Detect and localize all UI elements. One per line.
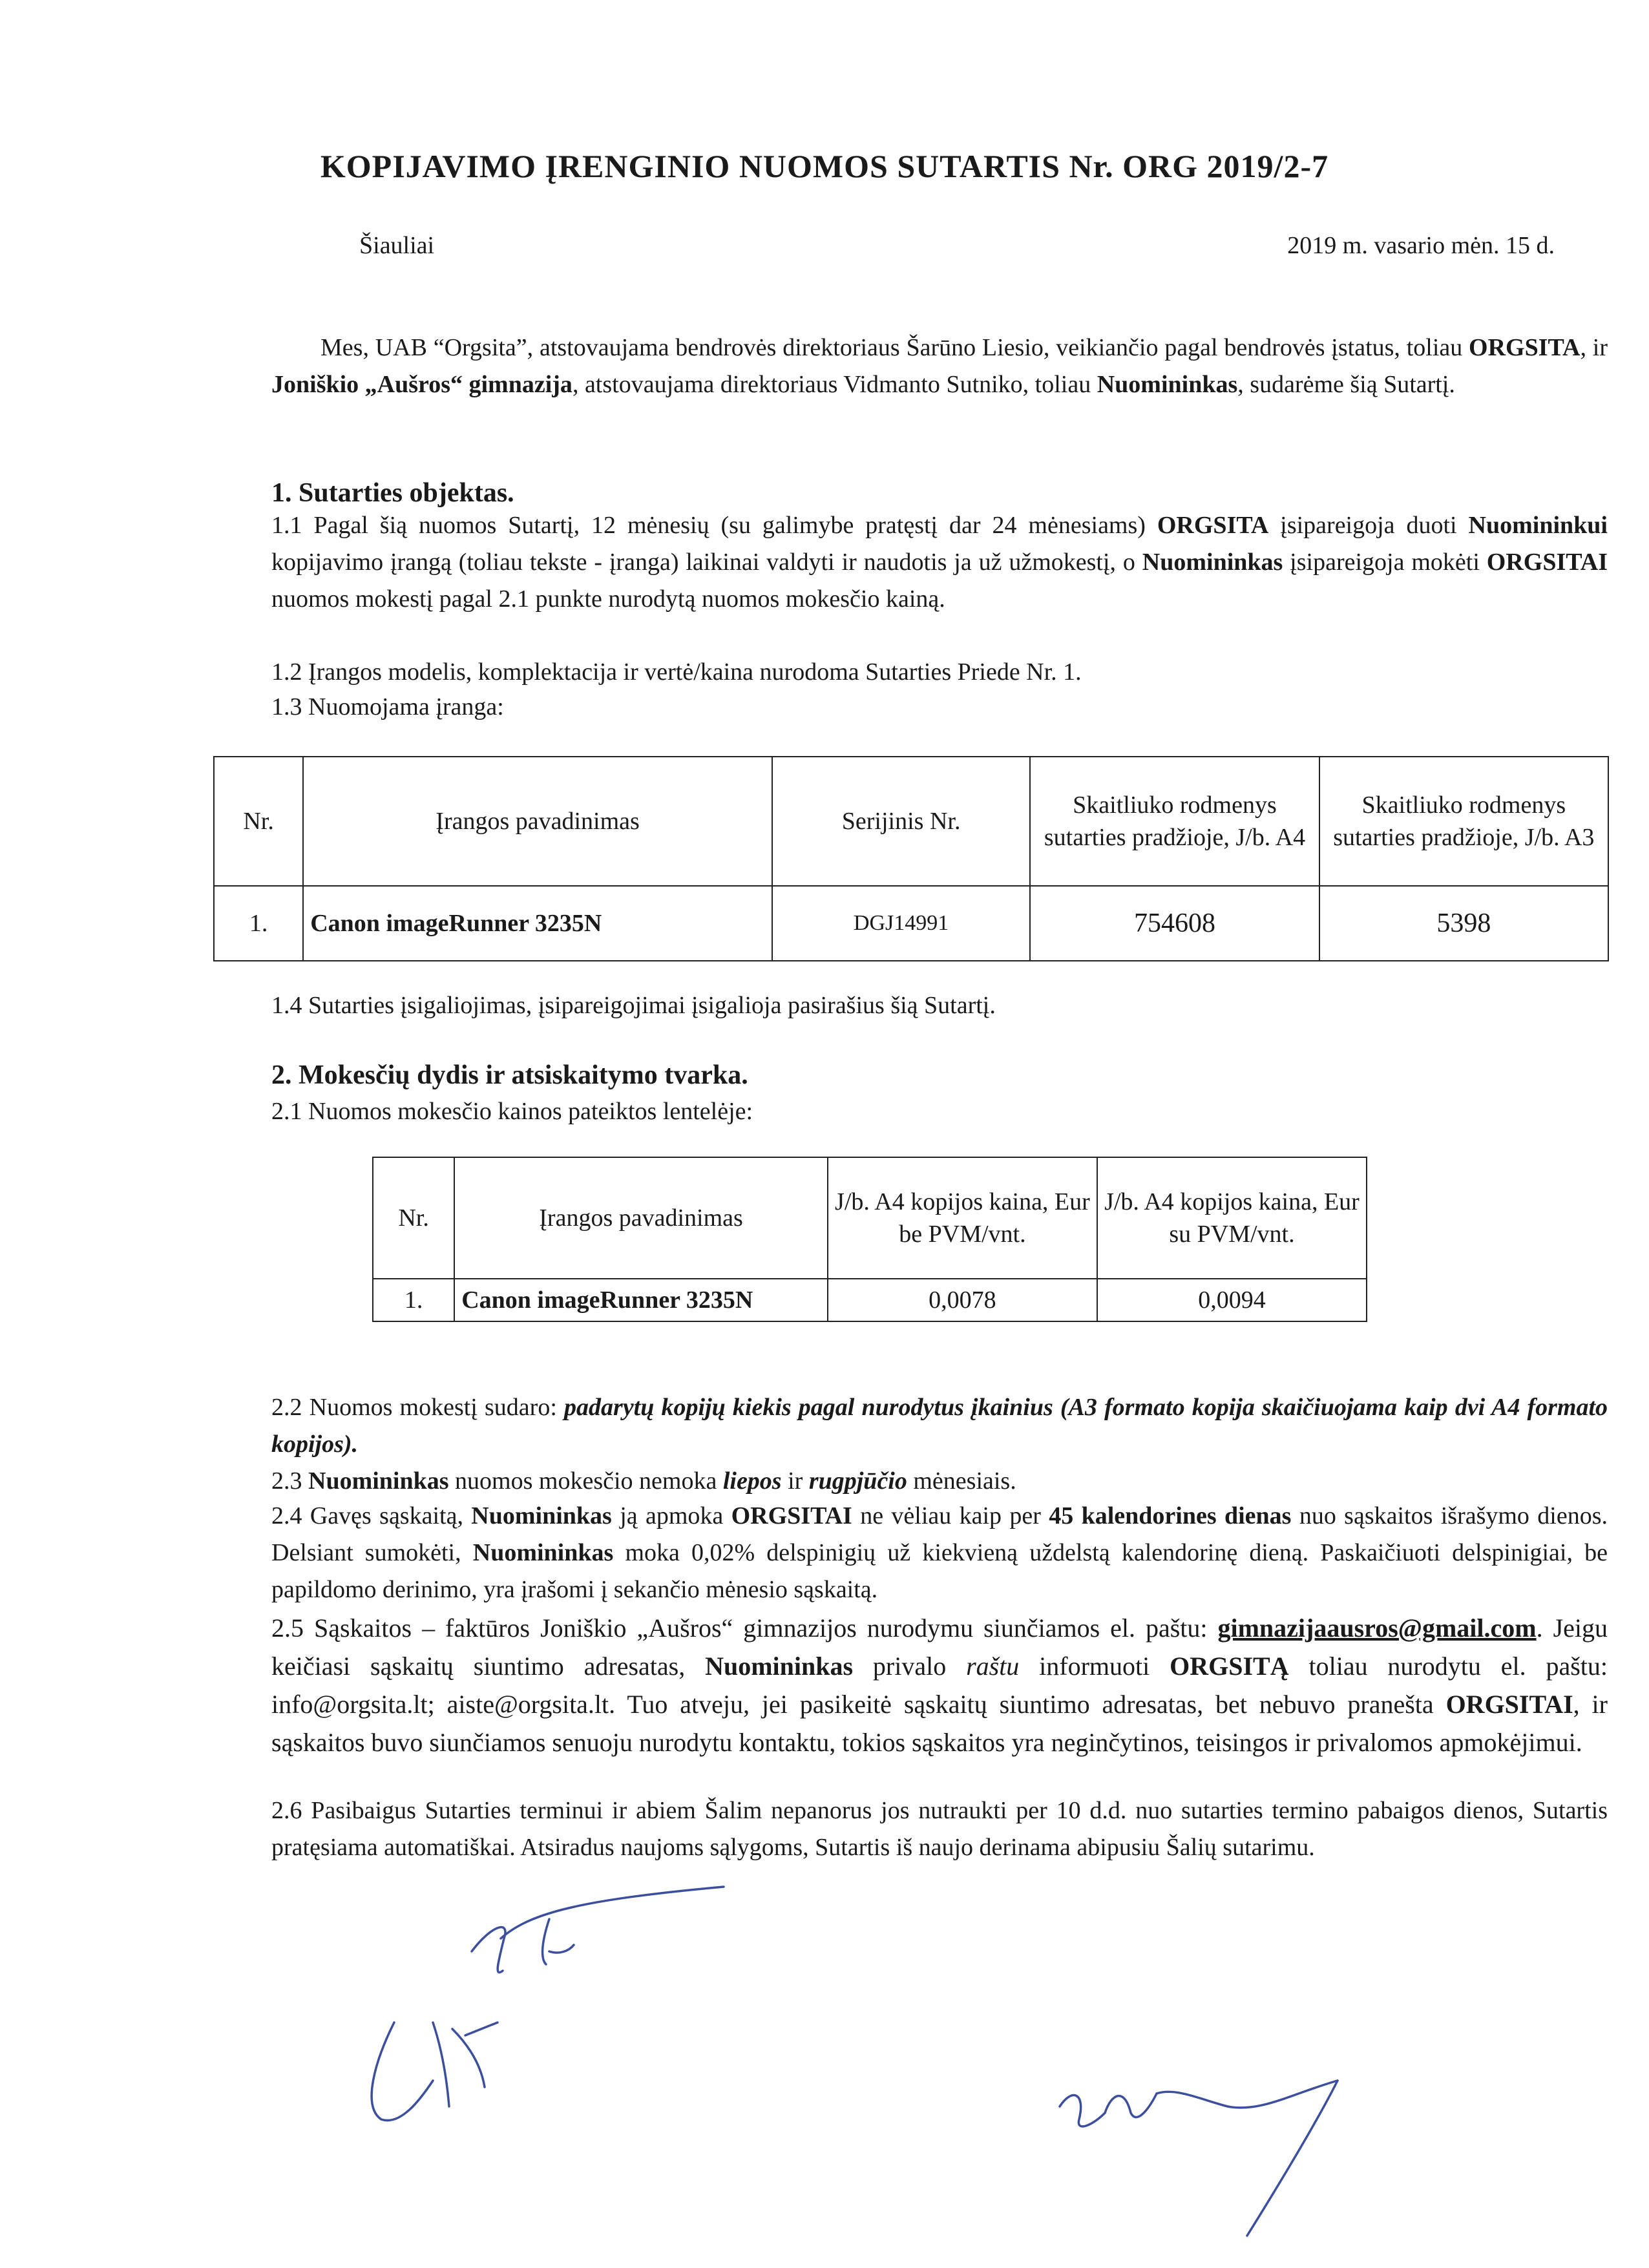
cell-serial: DGJ14991 [772,886,1030,961]
section2-heading: 2. Mokesčių dydis ir atsiskaitymo tvarka. [271,1060,748,1090]
cell-counter-a3: 5398 [1319,886,1608,961]
table-row [214,886,1608,961]
table-header-row [214,757,1608,886]
clause-1-1: 1.1 Pagal šią nuomos Sutartį, 12 mėnesių (su galimybe pratęstį dar 24 mėnesiams) ORGSITA įsipareigoja duoti Nuomininkui kopijavimo įrangą (toliau tekste - įranga) laikinai valdyti ir naudotis ja už užmokestį, o Nuomininkas įsipareigoja mokėti ORGSITAI nuomos mokestį pagal 2.1 punkte nurodytą nuomos mokesčio kainą. [271,512,1608,613]
section1-heading: 1. Sutarties objektas. [271,478,514,508]
city: Šiauliai [359,232,435,259]
clause-1-3: 1.3 Nuomojama įranga: [271,693,504,720]
table-header: J/b. A4 kopijos kaina, Eur su PVM/vnt. [1097,1157,1367,1279]
clause-2-5: 2.5 Sąskaitos – faktūros Joniškio „Aušros“ gimnazijos nurodymu siunčiamos el. paštu: gimnazijaausros@gmail.com. Jeigu keičiasi sąskaitų siuntimo adresatas, Nuomininkas privalo raštu informuoti ORGSITĄ toliau nurodytu el. paštu: info@orgsita.lt; aiste@orgsita.lt. Tuo atveju, jei pasikeitė sąskaitų siuntimo adresatas, bet nebuvo pranešta ORGSITAI, ir sąskaitos buvo siunčiamos senuoju nurodytu kontaktu, tokios sąskaitos yra neginčytinos, teisingos ir privalomos apmokėjimui. [271,1613,1608,1757]
cell-price-ex-vat: 0,0078 [828,1279,1097,1321]
price-table [372,1157,1367,1322]
clause-1-4: 1.4 Sutarties įsigaliojimas, įsipareigojimai įsigalioja pasirašius šią Sutartį. [271,992,996,1019]
left-signature [336,1874,737,2171]
cell-equipment-name: Canon imageRunner 3235N [303,886,772,961]
table-header: Įrangos pavadinimas [454,1157,828,1279]
right-signature [1047,2016,1383,2262]
intro-paragraph: Mes, UAB “Orgsita”, atstovaujama bendrovės direktoriaus Šarūno Liesio, veikiančio pagal bendrovės įstatus, toliau ORGSITA, ir Joniškio „Aušros“ gimnazija, atstovaujama direktoriaus Vidmanto Sutniko, toliau Nuomininkas, sudarėme šią Sutartį. [271,334,1608,398]
cell-counter-a4: 754608 [1030,886,1319,961]
table-header: Skaitliuko rodmenys sutarties pradžioje, J/b. A3 [1319,757,1608,886]
cell-nr: 1. [373,1279,454,1321]
email-link[interactable]: gimnazijaausros@gmail.com [1217,1613,1537,1643]
table-header: Įrangos pavadinimas [303,757,772,886]
table-header-row [373,1157,1367,1279]
clause-2-1: 2.1 Nuomos mokesčio kainos pateiktos lentelėje: [271,1098,753,1125]
clause-2-6: 2.6 Pasibaigus Sutarties terminui ir abiem Šalim nepanorus jos nutraukti per 10 d.d. nuo sutarties termino pabaigos dienos, Sutartis pratęsiama automatiškai. Atsiradus naujoms sąlygoms, Sutartis iš naujo derinama abipusiu Šalių sutarimu. [271,1797,1608,1861]
clause-2-2: 2.2 Nuomos mokestį sudaro: padarytų kopijų kiekis pagal nurodytus įkainius (A3 formato kopija skaičiuojama kaip dvi A4 formato kopijos). [271,1394,1608,1458]
document-title: KOPIJAVIMO ĮRENGINIO NUOMOS SUTARTIS Nr. ORG 2019/2-7 [320,148,1329,184]
table-header: Nr. [214,757,303,886]
cell-nr: 1. [214,886,303,961]
table-header: J/b. A4 kopijos kaina, Eur be PVM/vnt. [828,1157,1097,1279]
table-header: Skaitliuko rodmenys sutarties pradžioje, J/b. A4 [1030,757,1319,886]
table-header: Nr. [373,1157,454,1279]
clause-2-3: 2.3 Nuomininkas nuomos mokesčio nemoka liepos ir rugpjūčio mėnesiais. [271,1467,1016,1495]
cell-price-inc-vat: 0,0094 [1097,1279,1367,1321]
equipment-table [213,756,1609,961]
table-row [373,1279,1367,1321]
table-header: Serijinis Nr. [772,757,1030,886]
document-date: 2019 m. vasario mėn. 15 d. [1287,232,1555,259]
clause-2-4: 2.4 Gavęs sąskaitą, Nuomininkas ją apmoka ORGSITAI ne vėliau kaip per 45 kalendorines dienas nuo sąskaitos išrašymo dienos. Delsiant sumokėti, Nuomininkas moka 0,02% delspinigių už kiekvieną uždelstą kalendorinę dieną. Paskaičiuoti delspinigiai, be papildomo derinimo, yra įrašomi į sekančio mėnesio sąskaitą. [271,1502,1608,1603]
clause-1-2: 1.2 Įrangos modelis, komplektacija ir vertė/kaina nurodoma Sutarties Priede Nr. 1. [271,658,1082,686]
cell-equipment-name: Canon imageRunner 3235N [454,1279,828,1321]
